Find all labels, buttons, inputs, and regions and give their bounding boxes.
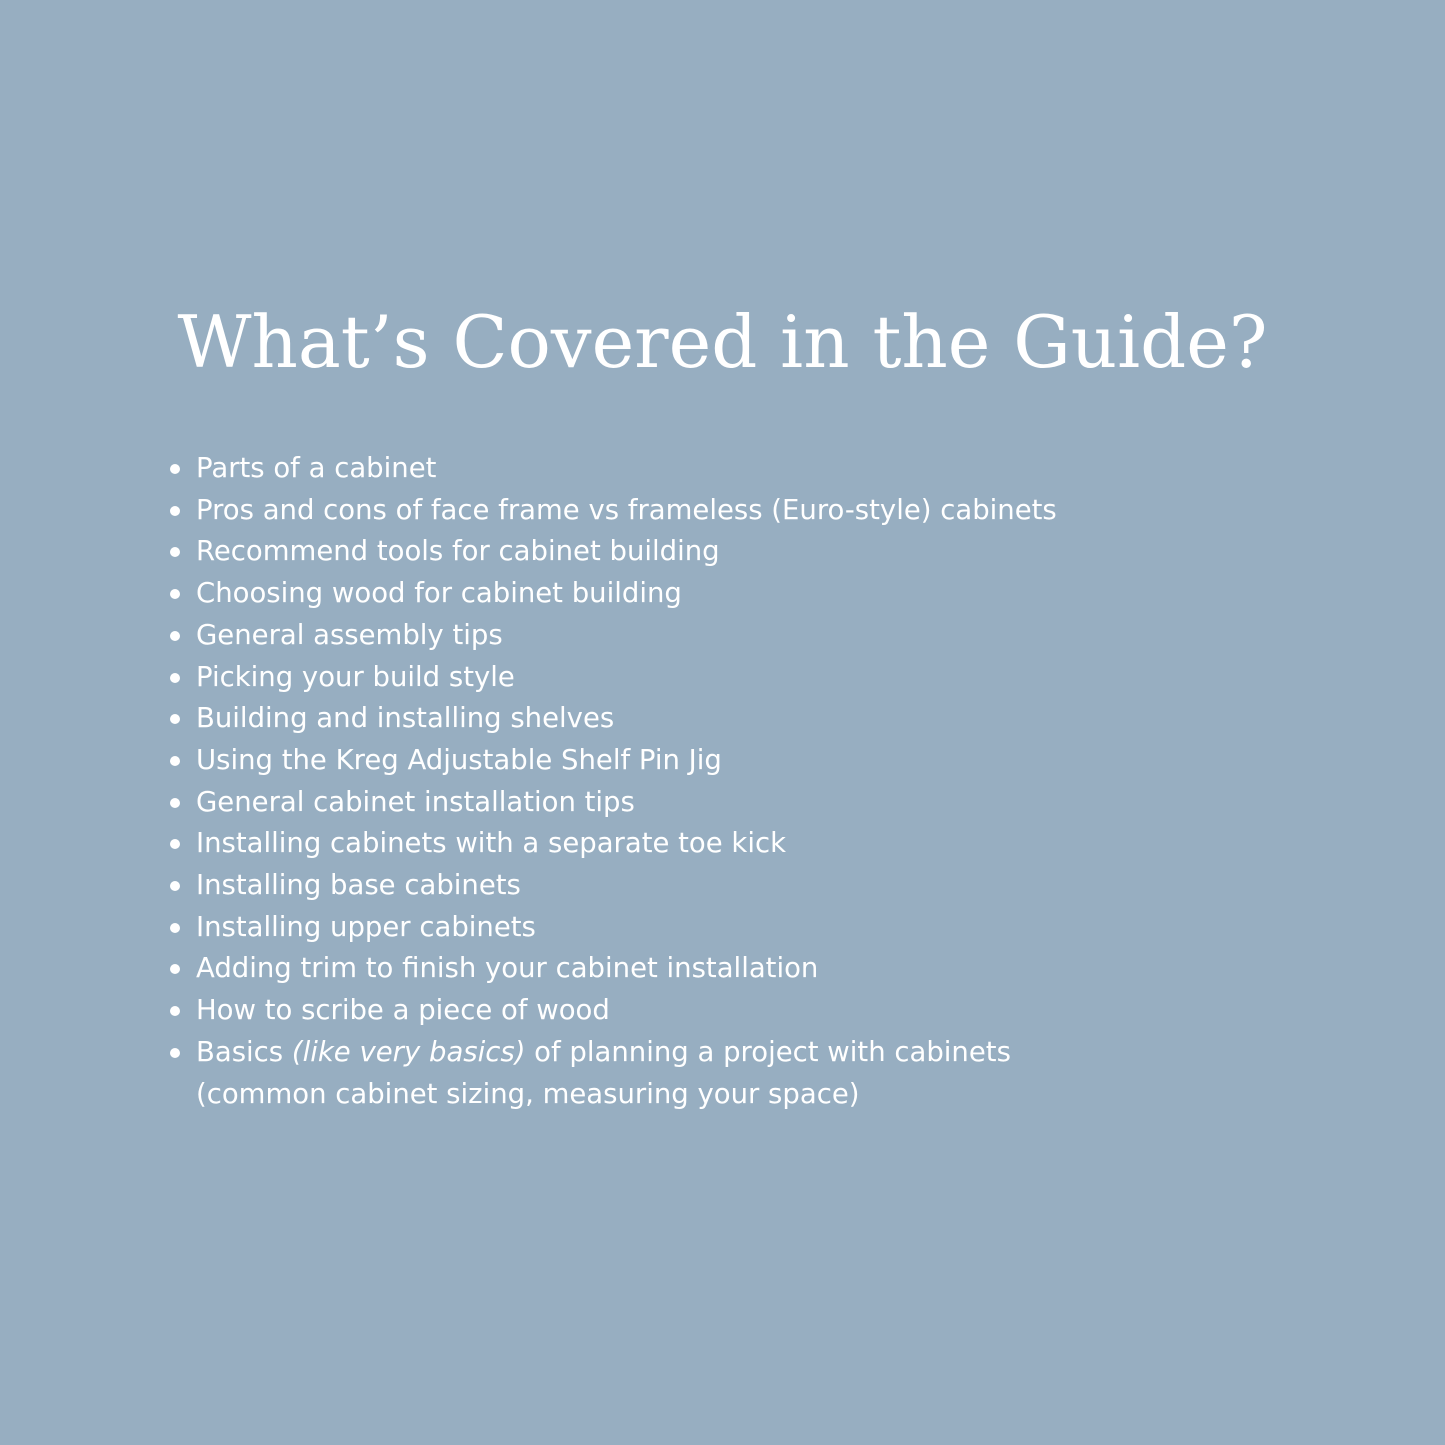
list-item-text: Choosing wood for cabinet building	[196, 577, 682, 610]
bullet-icon	[170, 673, 180, 683]
list-item-text: Installing base cabinets	[196, 869, 521, 902]
list-item	[170, 531, 1270, 573]
bullet-icon	[170, 923, 180, 933]
basics-line-1	[196, 1032, 1270, 1074]
list-item-text: How to scribe a piece of wood	[196, 994, 610, 1027]
list-item-text: General assembly tips	[196, 618, 503, 651]
bullet-icon	[170, 547, 180, 557]
topics-list	[170, 448, 1270, 1115]
bullet-icon	[170, 1006, 180, 1016]
list-item	[170, 990, 1270, 1032]
list-item	[170, 657, 1270, 699]
list-item-text: Parts of a cabinet	[196, 452, 437, 484]
bullet-icon	[170, 464, 180, 474]
list-item	[170, 490, 1270, 532]
list-item	[170, 698, 1270, 740]
bullet-icon	[170, 631, 180, 641]
bullet-icon	[170, 839, 180, 849]
list-item	[170, 823, 1270, 865]
list-item-text: General cabinet installation tips	[196, 785, 635, 818]
list-item	[170, 865, 1270, 907]
list-item	[170, 573, 1270, 615]
list-item	[170, 615, 1270, 657]
basics-emphasis: (like very basics)	[291, 1035, 526, 1068]
list-item-text: Installing upper cabinets	[196, 910, 536, 943]
list-item-text: Picking your build style	[196, 660, 515, 693]
bullet-icon	[170, 589, 180, 599]
basics-line-2: (common cabinet sizing, measuring your space)	[196, 1077, 860, 1110]
list-item	[170, 740, 1270, 782]
list-item-text: Recommend tools for cabinet building	[196, 535, 720, 568]
basics-rest: of planning a project with cabinets	[525, 1035, 1011, 1068]
list-item-text: Building and installing shelves	[196, 702, 615, 735]
bullet-icon	[170, 964, 180, 974]
list-item-text: Installing cabinets with a separate toe kick	[196, 827, 787, 860]
bullet-icon	[170, 506, 180, 516]
list-item-text: Pros and cons of face frame vs frameless (Euro-style) cabinets	[196, 493, 1057, 526]
list-item	[170, 907, 1270, 949]
list-item	[170, 448, 1270, 490]
list-item-text: Adding trim to finish your cabinet installation	[196, 952, 819, 985]
bullet-icon	[170, 714, 180, 724]
bullet-icon	[170, 756, 180, 766]
basics-lead: Basics	[196, 1035, 292, 1068]
bullet-icon	[170, 798, 180, 808]
list-item	[170, 782, 1270, 824]
list-item-text: Using the Kreg Adjustable Shelf Pin Jig	[196, 743, 722, 776]
list-item-basics	[170, 1032, 1270, 1115]
list-item	[170, 948, 1270, 990]
page-title: What’s Covered in the Guide?	[177, 300, 1268, 384]
bullet-icon	[170, 1048, 180, 1058]
bullet-icon	[170, 881, 180, 891]
